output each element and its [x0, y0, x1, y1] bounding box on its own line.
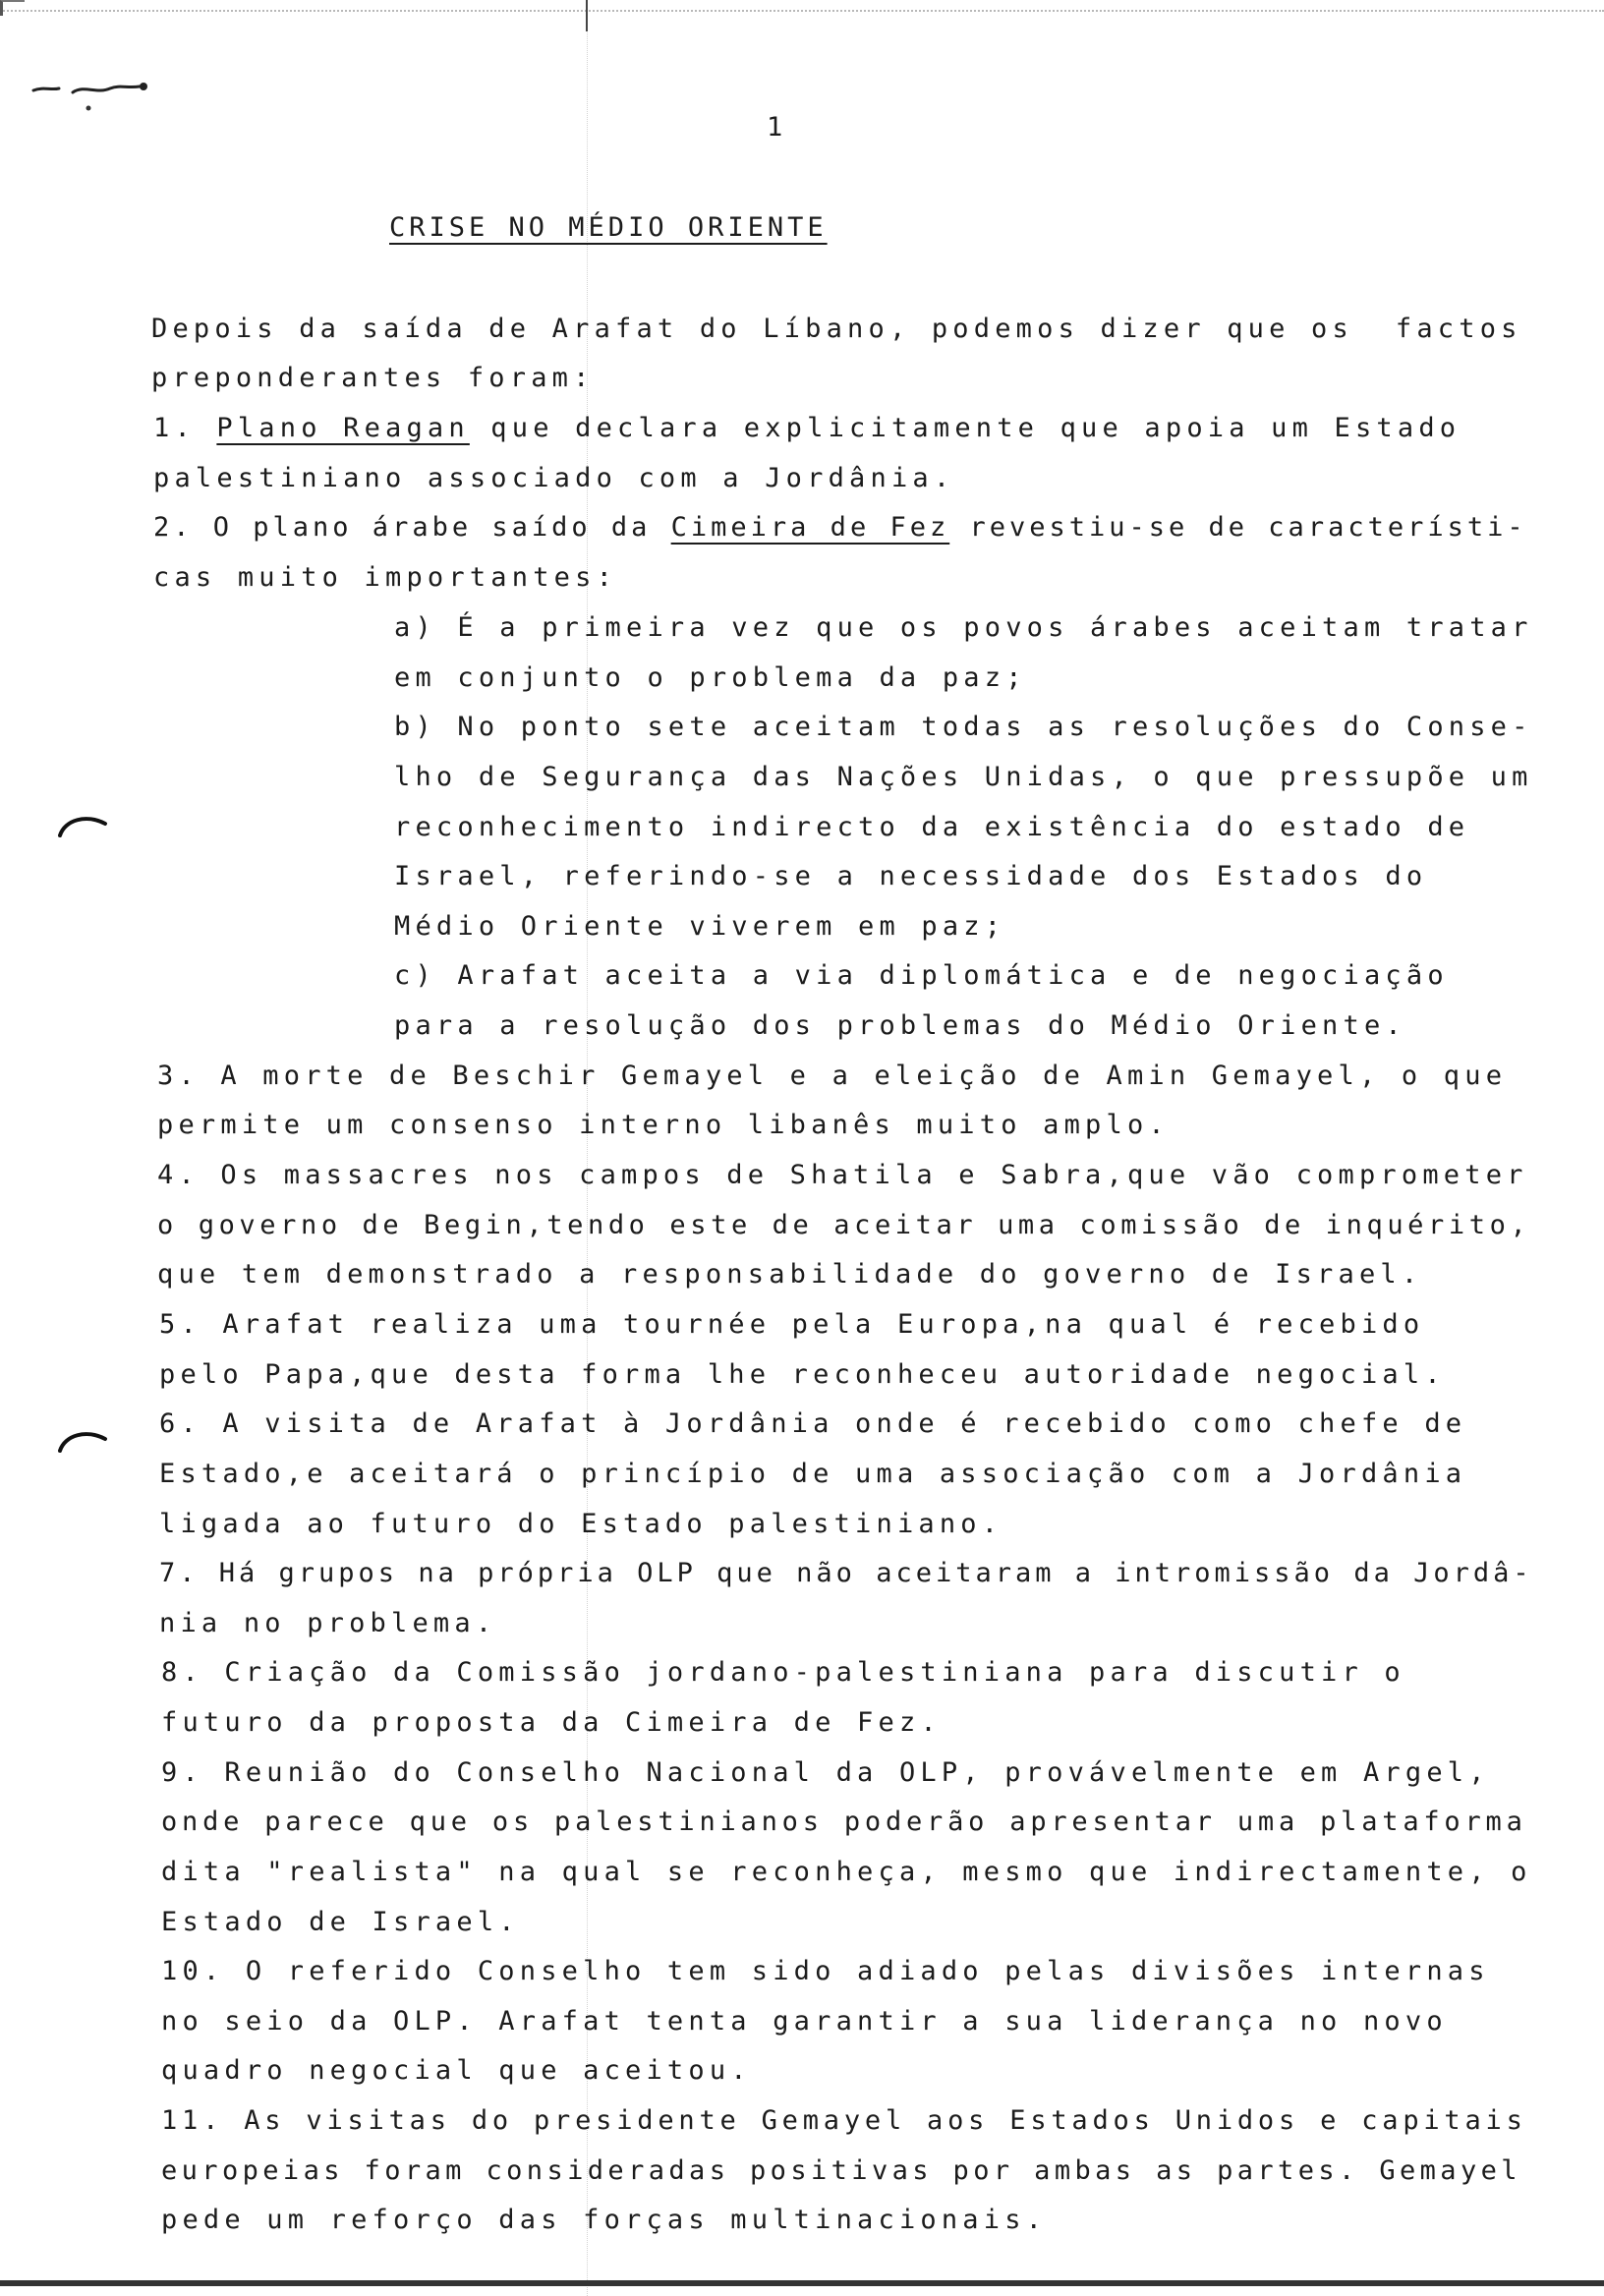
- scan-bottom-rule: [0, 2280, 1604, 2286]
- list-item-6-line: 6. A visita de Arafat à Jordânia onde é recebido como chefe de: [159, 1408, 1467, 1439]
- scan-top-rule: [0, 10, 1604, 12]
- list-item-1-suffix: que declara explicitamente que apoia um Estado: [469, 413, 1461, 443]
- list-item-4-line: que tem demonstrado a responsabilidade do governo de Israel.: [157, 1259, 1423, 1290]
- list-item-6-line: Estado,e aceitará o princípio de uma associação com a Jordânia: [159, 1459, 1467, 1489]
- handwritten-mark-icon: [29, 77, 157, 116]
- cimeira-de-fez-term: Cimeira de Fez: [670, 512, 950, 543]
- list-item-9-line: dita "realista" na qual se reconheça, mesmo que indirectamente, o: [161, 1857, 1532, 1887]
- list-item-8-line: 8. Criação da Comissão jordano-palestiniana para discutir o: [161, 1657, 1405, 1688]
- list-item-8-line: futuro da proposta da Cimeira de Fez.: [161, 1707, 942, 1738]
- list-item-5-line: pelo Papa,que desta forma lhe reconheceu autoridade negocial.: [159, 1359, 1446, 1390]
- sub-item-c-line: c) Arafat aceita a via diplomática e de negociação: [394, 960, 1449, 991]
- scan-fold-mark: [586, 0, 588, 31]
- list-item-3-line: 3. A morte de Beschir Gemayel e a eleição de Amin Gemayel, o que: [157, 1061, 1508, 1091]
- sub-item-a-line: em conjunto o problema da paz;: [394, 662, 1027, 693]
- list-item-10-line: no seio da OLP. Arafat tenta garantir a sua liderança no novo: [161, 2006, 1448, 2037]
- sub-item-b-line: Médio Oriente viverem em paz;: [394, 911, 1006, 942]
- page-title: CRISE NO MÉDIO ORIENTE: [389, 212, 828, 243]
- list-item-11-line: europeias foram consideradas positivas por ambas as partes. Gemayel: [161, 2155, 1521, 2186]
- list-item-2-line: [153, 511, 1527, 545]
- list-item-1-line: palestiniano associado com a Jordânia.: [153, 463, 955, 493]
- list-item-5-line: 5. Arafat realiza uma tournée pela Europa,na qual é recebido: [159, 1309, 1425, 1340]
- sub-item-b-line: reconhecimento indirecto da existência do estado de: [394, 812, 1470, 842]
- list-item-2-prefix: 2. O plano árabe saído da: [153, 512, 671, 543]
- list-item-10-line: quadro negocial que aceitou.: [161, 2055, 752, 2086]
- list-item-9-line: 9. Reunião do Conselho Nacional da OLP, provávelmente em Argel,: [161, 1757, 1490, 1788]
- punch-hole-icon: [57, 812, 108, 837]
- scan-corner-mark: [0, 0, 25, 16]
- list-item-1-line: [153, 412, 1461, 445]
- list-item-9-line: onde parece que os palestinianos poderão apresentar uma plataforma: [161, 1807, 1527, 1837]
- punch-hole-icon: [57, 1427, 108, 1453]
- sub-item-b-line: b) No ponto sete aceitam todas as resoluções do Conse-: [394, 712, 1533, 742]
- page-number: 1: [767, 112, 785, 143]
- list-item-7-line: 7. Há grupos na própria OLP que não aceitaram a intromissão da Jordâ-: [159, 1558, 1533, 1588]
- sub-item-c-line: para a resolução dos problemas do Médio Oriente.: [394, 1010, 1406, 1041]
- list-item-2-line: cas muito importantes:: [153, 562, 618, 593]
- list-item-10-line: 10. O referido Conselho tem sido adiado pelas divisões internas: [161, 1956, 1490, 1986]
- list-item-4-line: o governo de Begin,tendo este de aceitar uma comissão de inquérito,: [157, 1210, 1531, 1240]
- list-item-9-line: Estado de Israel.: [161, 1907, 520, 1937]
- list-item-4-line: 4. Os massacres nos campos de Shatila e Sabra,que vão comprometer: [157, 1160, 1528, 1190]
- list-item-3-line: permite um consenso interno libanês muito amplo.: [157, 1110, 1170, 1140]
- list-item-11-line: 11. As visitas do presidente Gemayel aos Estados Unidos e capitais: [161, 2105, 1527, 2136]
- sub-item-b-line: lho de Segurança das Nações Unidas, o que pressupõe um: [394, 762, 1533, 792]
- list-item-2-suffix: revestiu-se de característi-: [949, 512, 1527, 543]
- intro-line: Depois da saída de Arafat do Líbano, podemos dizer que os factos: [151, 314, 1522, 344]
- list-item-1-prefix: 1.: [153, 413, 217, 443]
- plano-reagan-term: Plano Reagan: [216, 413, 470, 443]
- intro-line: preponderantes foram:: [151, 363, 595, 393]
- list-item-6-line: ligada ao futuro do Estado palestiniano.: [159, 1509, 1003, 1539]
- sub-item-b-line: Israel, referindo-se a necessidade dos Estados do: [394, 861, 1428, 891]
- list-item-11-line: pede um reforço das forças multinacionais.: [161, 2205, 1048, 2235]
- sub-item-a-line: a) É a primeira vez que os povos árabes aceitam tratar: [394, 612, 1533, 643]
- list-item-7-line: nia no problema.: [159, 1608, 497, 1638]
